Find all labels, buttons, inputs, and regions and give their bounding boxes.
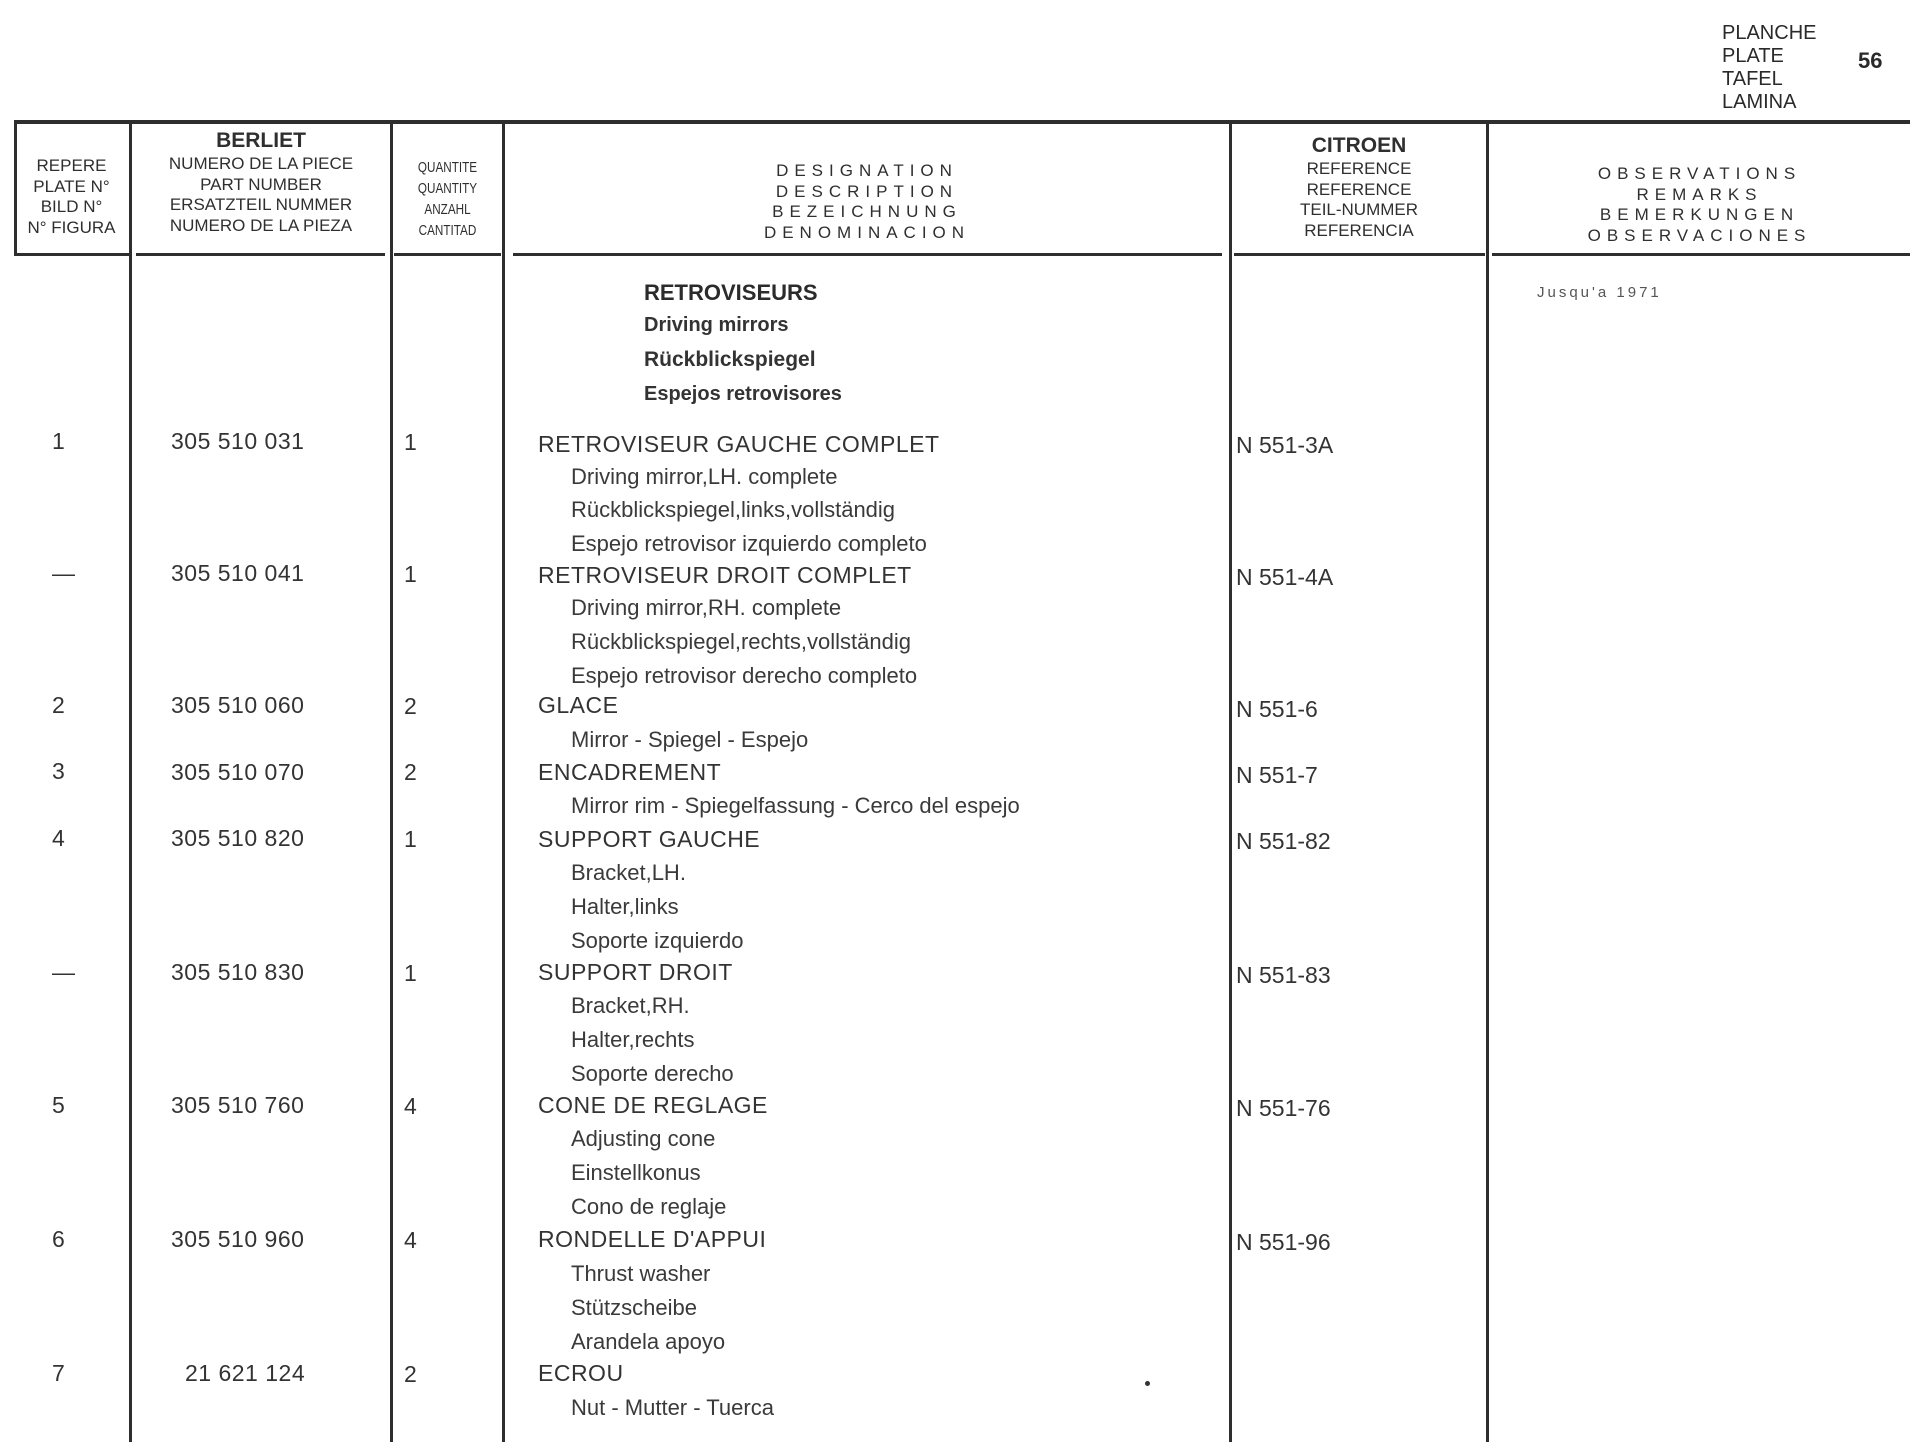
table-row-repere: 2	[52, 692, 65, 718]
header-bottom-rule	[1234, 253, 1485, 256]
table-row-quantity: 1	[404, 429, 417, 455]
header-bottom-rule	[513, 253, 1222, 256]
plate-label-en: PLATE	[1722, 45, 1784, 67]
table-row-translation: Rückblickspiegel,rechts,vollständig	[571, 629, 911, 654]
table-row-translation: Nut - Mutter - Tuerca	[571, 1395, 774, 1420]
table-row-translation: Bracket,RH.	[571, 993, 690, 1018]
table-row-citroen-ref: N 551-6	[1236, 696, 1318, 722]
table-row-repere: 5	[52, 1092, 65, 1118]
table-row-part-number: 305 510 830	[171, 959, 305, 985]
table-row-quantity: 4	[404, 1093, 417, 1119]
table-row-translation: Espejo retrovisor derecho completo	[571, 663, 918, 688]
table-row-repere: 6	[52, 1226, 65, 1252]
table-row-designation: RONDELLE D'APPUI	[538, 1226, 767, 1252]
table-row-part-number: 305 510 070	[171, 759, 305, 785]
header-berliet-title: BERLIET	[216, 129, 306, 152]
section-subtitle-es: Espejos retrovisores	[644, 383, 842, 405]
table-row-citroen-ref: N 551-7	[1236, 762, 1318, 788]
header-bottom-rule	[1492, 253, 1910, 256]
observation-note: Jusqu'a 1971	[1537, 284, 1662, 301]
table-row-translation: Mirror rim - Spiegelfassung - Cerco del espejo	[571, 793, 1020, 818]
table-row-translation: Thrust washer	[571, 1261, 711, 1286]
print-speck	[1145, 1381, 1150, 1386]
table-row-part-number: 305 510 060	[171, 692, 305, 718]
table-row-quantity: 1	[404, 826, 417, 852]
table-row-translation: Driving mirror,RH. complete	[571, 595, 842, 620]
table-row-designation: RETROVISEUR GAUCHE COMPLET	[538, 431, 940, 457]
table-row-part-number: 305 510 960	[171, 1226, 305, 1252]
table-row-repere: 1	[52, 428, 65, 454]
table-row-translation: Espejo retrovisor izquierdo completo	[571, 531, 927, 556]
table-row-quantity: 2	[404, 1361, 417, 1387]
header-bottom-rule	[136, 253, 385, 256]
table-row-translation: Rückblickspiegel,links,vollständig	[571, 497, 896, 522]
table-row-part-number: 21 621 124	[185, 1360, 306, 1386]
table-row-translation: Arandela apoyo	[571, 1329, 726, 1354]
header-designation: DESIGNATION DESCRIPTION BEZEICHNUNG DENOMINACION	[763, 161, 971, 242]
header-bottom-rule	[14, 253, 129, 256]
header-berliet: BERLIET NUMERO DE LA PIECE PART NUMBER ERSATZTEIL NUMMER NUMERO DE LA PIEZA	[132, 128, 390, 236]
column-divider	[502, 120, 505, 1442]
header-citroen-title: CITROEN	[1311, 134, 1407, 157]
table-row-designation: RETROVISEUR DROIT COMPLET	[538, 562, 912, 588]
table-row-repere: 3	[52, 758, 65, 784]
table-row-citroen-ref: N 551-3A	[1236, 432, 1334, 458]
table-row-repere: —	[52, 560, 75, 586]
table-row-designation: SUPPORT GAUCHE	[538, 826, 761, 852]
table-row-translation: Soporte izquierdo	[571, 928, 744, 953]
table-row-designation: ENCADREMENT	[538, 759, 722, 785]
column-divider	[129, 120, 132, 1442]
table-row-translation: Adjusting cone	[571, 1126, 716, 1151]
table-row-translation: Driving mirror,LH. complete	[571, 464, 838, 489]
table-row-translation: Stützscheibe	[571, 1295, 697, 1320]
table-row-quantity: 4	[404, 1227, 417, 1253]
table-row-quantity: 2	[404, 759, 417, 785]
header-quantity: QUANTITE QUANTITY ANZAHL CANTITAD	[417, 159, 478, 239]
table-row-part-number: 305 510 760	[171, 1092, 305, 1118]
table-row-designation: ECROU	[538, 1360, 624, 1386]
plate-label-de: TAFEL	[1722, 68, 1783, 90]
table-row-citroen-ref: N 551-76	[1236, 1095, 1331, 1121]
table-row-part-number: 305 510 820	[171, 825, 305, 851]
table-row-designation: GLACE	[538, 692, 619, 718]
table-row-quantity: 1	[404, 960, 417, 986]
table-row-translation: Soporte derecho	[571, 1061, 734, 1086]
table-row-translation: Cono de reglaje	[571, 1194, 727, 1219]
header-repere: REPERE PLATE N° BILD N° N° FIGURA	[27, 156, 116, 237]
section-subtitle-en: Driving mirrors	[644, 314, 789, 336]
column-divider	[1229, 120, 1232, 1442]
table-row-quantity: 1	[404, 561, 417, 587]
table-row-designation: CONE DE REGLAGE	[538, 1092, 768, 1118]
section-subtitle-de: Rückblickspiegel	[644, 348, 816, 371]
table-row-part-number: 305 510 031	[171, 428, 305, 454]
plate-label-fr: PLANCHE	[1722, 22, 1817, 44]
section-title: RETROVISEURS	[644, 280, 818, 305]
plate-label-es: LAMINA	[1722, 91, 1797, 113]
table-top-rule	[14, 120, 1910, 124]
table-row-citroen-ref: N 551-96	[1236, 1229, 1331, 1255]
table-row-citroen-ref: N 551-83	[1236, 962, 1331, 988]
table-row-part-number: 305 510 041	[171, 560, 305, 586]
table-row-citroen-ref: N 551-4A	[1236, 564, 1334, 590]
table-row-citroen-ref: N 551-82	[1236, 828, 1331, 854]
table-row-translation: Halter,links	[571, 894, 679, 919]
table-row-translation: Halter,rechts	[571, 1027, 695, 1052]
header-citroen: CITROEN REFERENCE REFERENCE TEIL-NUMMER REFERENCIA	[1232, 133, 1486, 241]
table-row-repere: 7	[52, 1360, 65, 1386]
column-divider	[390, 120, 393, 1442]
header-observations: OBSERVATIONS REMARKS BEMERKUNGEN OBSERVACIONES	[1587, 164, 1812, 245]
table-row-translation: Mirror - Spiegel - Espejo	[571, 727, 809, 752]
plate-label-block	[1722, 22, 1816, 114]
column-divider	[1486, 120, 1489, 1442]
plate-number: 56	[1858, 48, 1883, 73]
table-row-repere: 4	[52, 825, 65, 851]
table-row-quantity: 2	[404, 693, 417, 719]
table-row-repere: —	[52, 959, 75, 985]
table-row-translation: Einstellkonus	[571, 1160, 701, 1185]
header-bottom-rule	[394, 253, 501, 256]
table-row-translation: Bracket,LH.	[571, 860, 686, 885]
table-row-designation: SUPPORT DROIT	[538, 959, 733, 985]
